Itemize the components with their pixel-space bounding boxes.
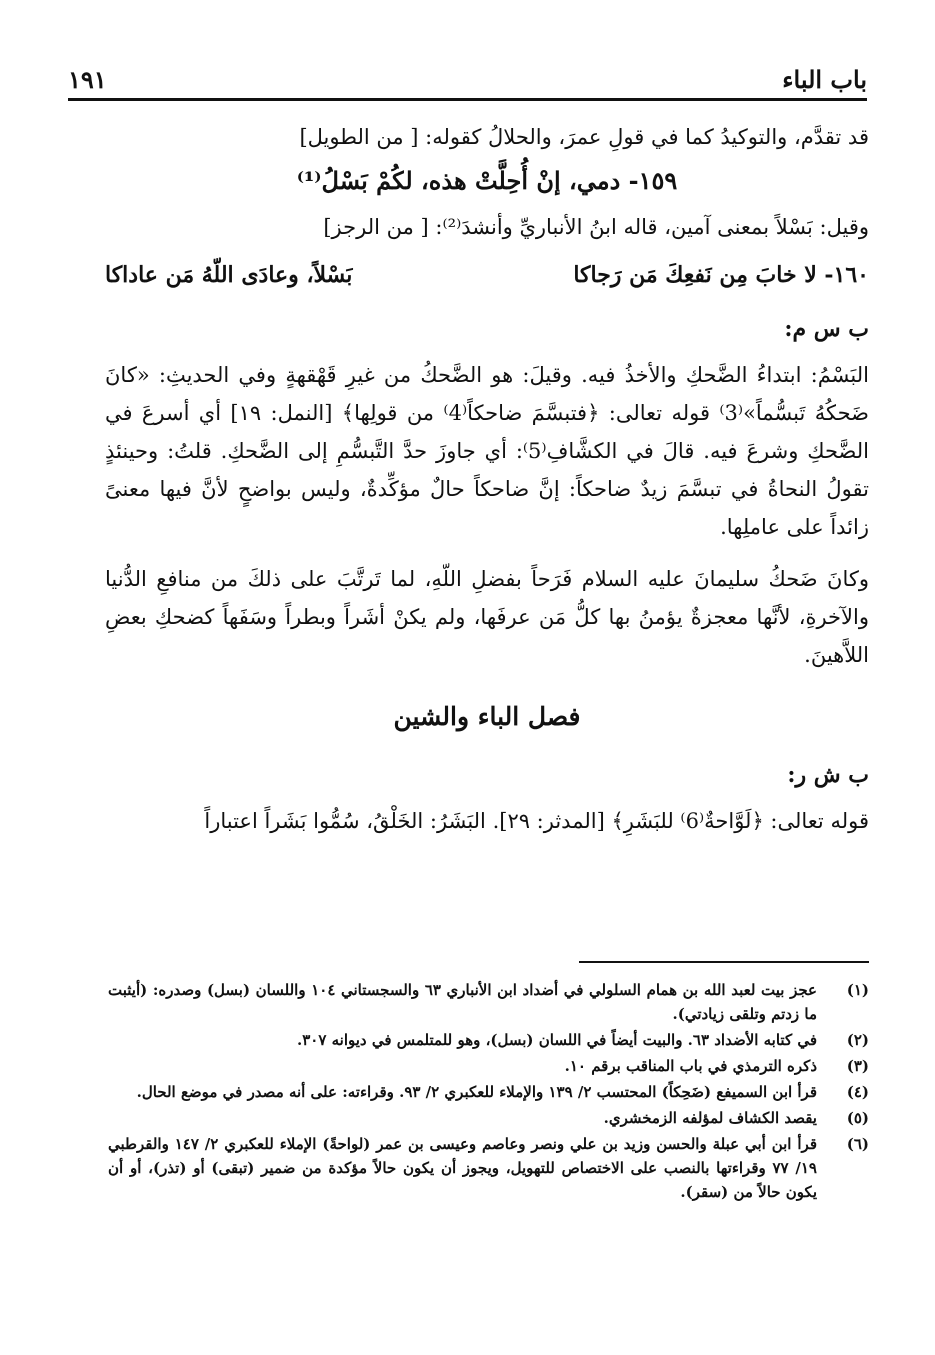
footnote-number: (١)	[846, 981, 869, 999]
paragraph-bshr: قوله تعالى: ﴿لَوَّاحةٌ⁽6⁾ للبَشَرِ﴾ [المدثر: ٢٩]. البَشَرُ: الخَلْقُ، سُمُّوا بَشَراً اعتباراً	[204, 809, 869, 833]
footnote-6	[108, 1132, 869, 1204]
footnote-1	[108, 978, 869, 1026]
entry-heading-bshr: ب ش ر:	[787, 762, 869, 788]
page-number: ١٩١	[68, 65, 107, 94]
verse-160-first-hemistich: ١٦٠- لا خابَ مِن نَفعِكَ مَن رَجاكا	[573, 262, 869, 288]
section-title: فصل الباء والشين	[393, 702, 581, 731]
verse-160	[105, 256, 869, 294]
footnote-number: (٦)	[846, 1135, 869, 1153]
footnote-5	[108, 1106, 869, 1130]
footnote-number: (٣)	[846, 1057, 869, 1075]
paragraph-bsm-1: البَسْمُ: ابتداءُ الضَّحكِ والأخذُ فيه. وقيلَ: هو الضَّحكُ من غيرِ قَهْقهةٍ وفي الحديثِ: «كانَ ضَحكُهُ تَبسُّماً»⁽3⁾ قوله تعالى: ﴿فتبسَّمَ ضاحكاً⁽4⁾ من قولِها﴾ [النمل: ١٩] أي أسرعَ في الضَّحكِ وشرعَ فيه. قالَ في الكشَّافِ⁽5⁾: أي جاوزَ حدَّ التَّبسُّمِ إلى الضَّحكِ. قلتُ: وحينئذٍ تقولُ النحاةُ في تبسَّمَ زيدٌ ضاحكاً: إنَّ ضاحكاً حالٌ مؤكِّدةٌ، وليس بواضحٍ لأنَّ فيها معنىً زائداً على عاملِها.	[105, 363, 869, 539]
footnote-text: عجز بيت لعبد الله بن همام السلولي في أضداد ابن الأنباري ٦٣ والسجستاني ١٠٤ واللسان (بسل) وصدره: (أيثبت ما زدتم وتلقى زيادتي).	[108, 981, 817, 1023]
running-header	[68, 58, 867, 94]
footnote-4	[108, 1080, 869, 1104]
footnote-text: قرأ ابن السميفع (ضَحِكاً) المحتسب ٢/ ١٣٩ والإملاء للعكبري ٢/ ٩٣. وقراءته: على أنه مصدر في موضع الحال.	[136, 1083, 817, 1101]
verse-160-second-hemistich: بَسْلاً، وعادَى اللّهُ مَن عاداكا	[105, 262, 353, 288]
footnote-2	[108, 1028, 869, 1052]
footnotes	[108, 978, 869, 1206]
entry-heading-bsm: ب س م:	[784, 316, 869, 342]
chapter-title: باب الباء	[782, 65, 867, 94]
main-text	[105, 118, 869, 840]
footnote-3	[108, 1054, 869, 1078]
footnote-text: ذكره الترمذي في باب المناقب برقم ١٠.	[564, 1057, 817, 1075]
footnote-text: قرأ ابن أبي عبلة والحسن وزيد بن علي ونصر وعاصم وعيسى بن عمر (لواحةً) الإملاء للعكبري ٢/ ١٤٧ والقرطبي ١٩/ ٧٧ وقراءتها بالنصب على الاختصاص للتهويل، ويجوز أن يكون حالاً مؤكدة من ضمير (تبقى) أو (تذر)، أو أن يكون حالاً من (سقر).	[108, 1135, 817, 1201]
line-after-verse-159: وقيل: بَسْلاً بمعنى آمين، قاله ابنُ الأنباريِّ وأنشدَ⁽²⁾: [ من الرجز]	[323, 215, 869, 239]
footnote-text: في كتابه الأضداد ٦٣. والبيت أيضاً في اللسان (بسل)، وهو للمتلمس في ديوانه ٣٠٧.	[297, 1031, 817, 1049]
footnote-text: يقصد الكشاف لمؤلفه الزمخشري.	[603, 1109, 817, 1127]
intro-line: قد تقدَّم، والتوكيدُ كما في قولِ عمرَ، والحلالُ كقوله: [ من الطويل]	[299, 125, 869, 149]
footnote-number: (٤)	[846, 1083, 869, 1101]
footnote-divider	[579, 961, 869, 963]
footnote-number: (٢)	[846, 1031, 869, 1049]
header-divider	[68, 98, 867, 101]
paragraph-bsm-2: وكانَ ضَحكُ سليمانَ عليه السلام فَرَحاً بفضلِ اللّهِ، لما تَرتَّبَ على ذلكَ من منافعِ الدُّنيا والآخرةِ، لأنَّها معجزةٌ يؤمنُ بها كلُّ مَن عرفَها، ولم يكنْ أشَراً وبطراً وسَفَهاً كضحكِ بعضِ اللاَّهينَ.	[105, 567, 869, 667]
verse-159: ١٥٩- دمي، إنْ أُحِلَّتْ هذه، لكُمْ بَسْلُ⁽¹⁾	[296, 166, 678, 195]
footnote-number: (٥)	[846, 1109, 869, 1127]
